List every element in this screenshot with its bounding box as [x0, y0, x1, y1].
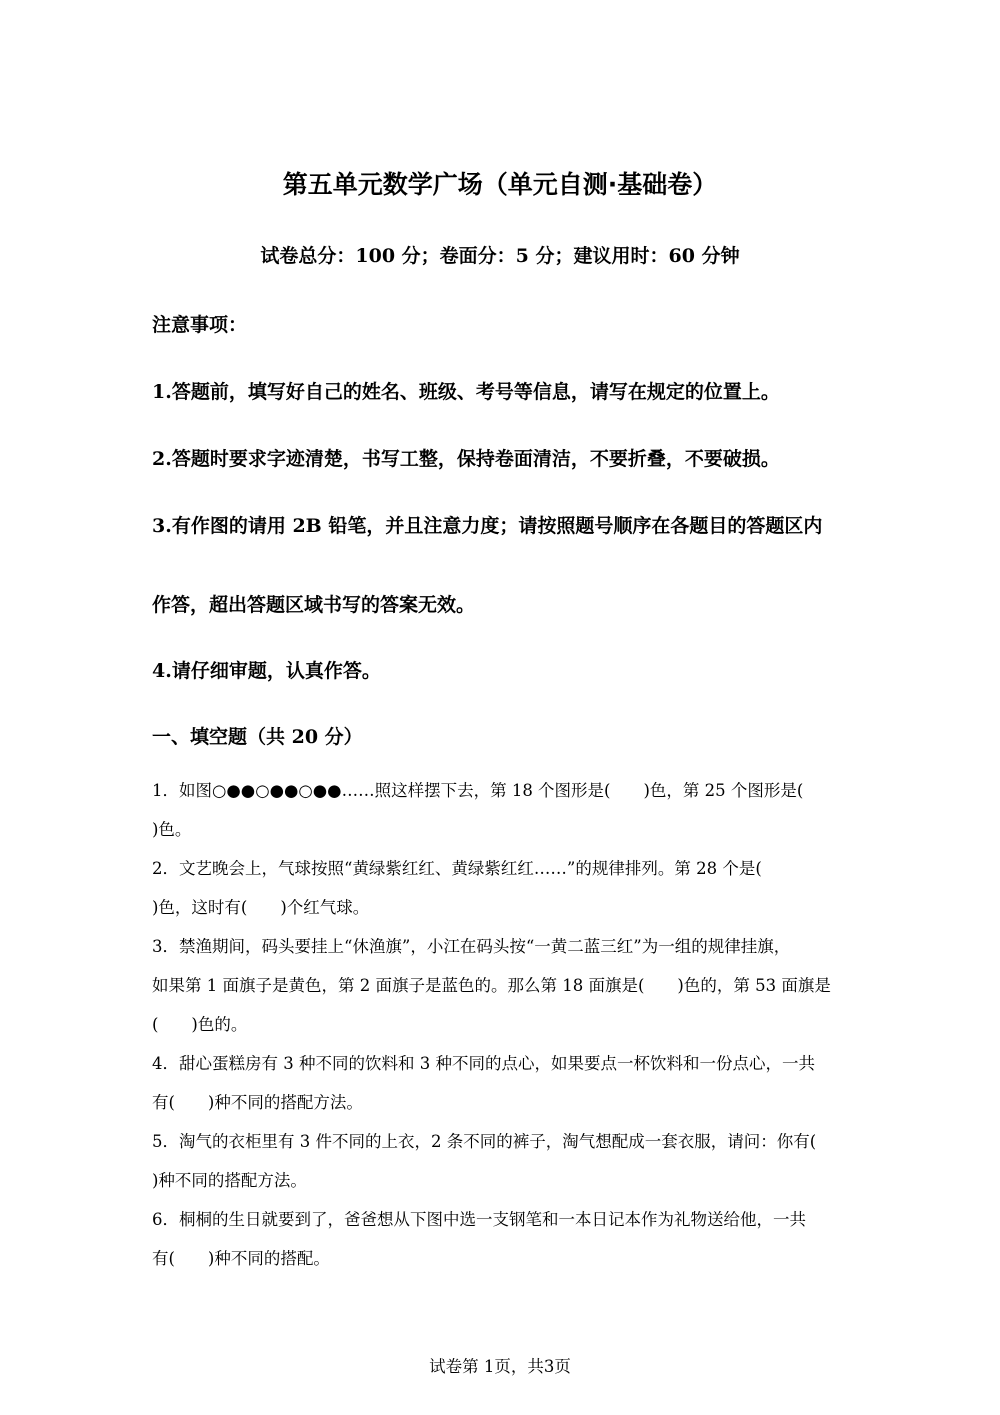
question-3-line: ( )色的。 — [152, 1015, 248, 1034]
section-heading: 一、填空题（共 20 分） — [152, 726, 363, 748]
question-4-line: 有( )种不同的搭配方法。 — [152, 1093, 363, 1112]
question-5-line: )种不同的搭配方法。 — [152, 1171, 307, 1190]
question-6-line: 6．桐桐的生日就要到了，爸爸想从下图中选一支钢笔和一本日记本作为礼物送给他，一共 — [152, 1210, 806, 1229]
question-3-line: 3．禁渔期间，码头要挂上“休渔旗”，小江在码头按“一黄二蓝三红”为一组的规律挂旗， — [152, 937, 791, 956]
notice-item: 4.请仔细审题，认真作答。 — [152, 660, 381, 682]
question-1-line: )色。 — [152, 820, 192, 839]
notice-item: 3.有作图的请用 2B 铅笔，并且注意力度；请按照题号顺序在各题目的答题区内 — [152, 515, 823, 537]
question-3-line: 如果第 1 面旗子是黄色，第 2 面旗子是蓝色的。那么第 18 面旗是( )色的，第 53 面旗是 — [152, 976, 831, 995]
page-title: 第五单元数学广场（单元自测·基础卷） — [282, 170, 718, 199]
notice-item: 1.答题前，填写好自己的姓名、班级、考号等信息，请写在规定的位置上。 — [152, 381, 780, 403]
question-1-line: 1．如图○●●○●●○●●……照这样摆下去，第 18 个图形是( )色，第 25 个图形是( — [152, 781, 804, 800]
question-6-line: 有( )种不同的搭配。 — [152, 1249, 330, 1268]
question-2-line: 2．文艺晚会上，气球按照“黄绿紫红红、黄绿紫红红……”的规律排列。第 28 个是( — [152, 859, 762, 878]
notice-item: 2.答题时要求字迹清楚，书写工整，保持卷面清洁，不要折叠，不要破损。 — [152, 448, 780, 470]
question-5-line: 5．淘气的衣柜里有 3 件不同的上衣，2 条不同的裤子，淘气想配成一套衣服，请问：你有( — [152, 1132, 817, 1151]
question-2-line: )色，这时有( )个红气球。 — [152, 898, 370, 917]
notice-heading: 注意事项： — [152, 314, 248, 336]
notice-item: 作答，超出答题区域书写的答案无效。 — [152, 594, 476, 616]
question-4-line: 4．甜心蛋糕房有 3 种不同的饮料和 3 种不同的点心，如果要点一杯饮料和一份点心，一共 — [152, 1054, 815, 1073]
exam-info: 试卷总分：100 分；卷面分：5 分；建议用时：60 分钟 — [260, 245, 740, 267]
page-footer: 试卷第 1页，共3页 — [429, 1357, 571, 1376]
